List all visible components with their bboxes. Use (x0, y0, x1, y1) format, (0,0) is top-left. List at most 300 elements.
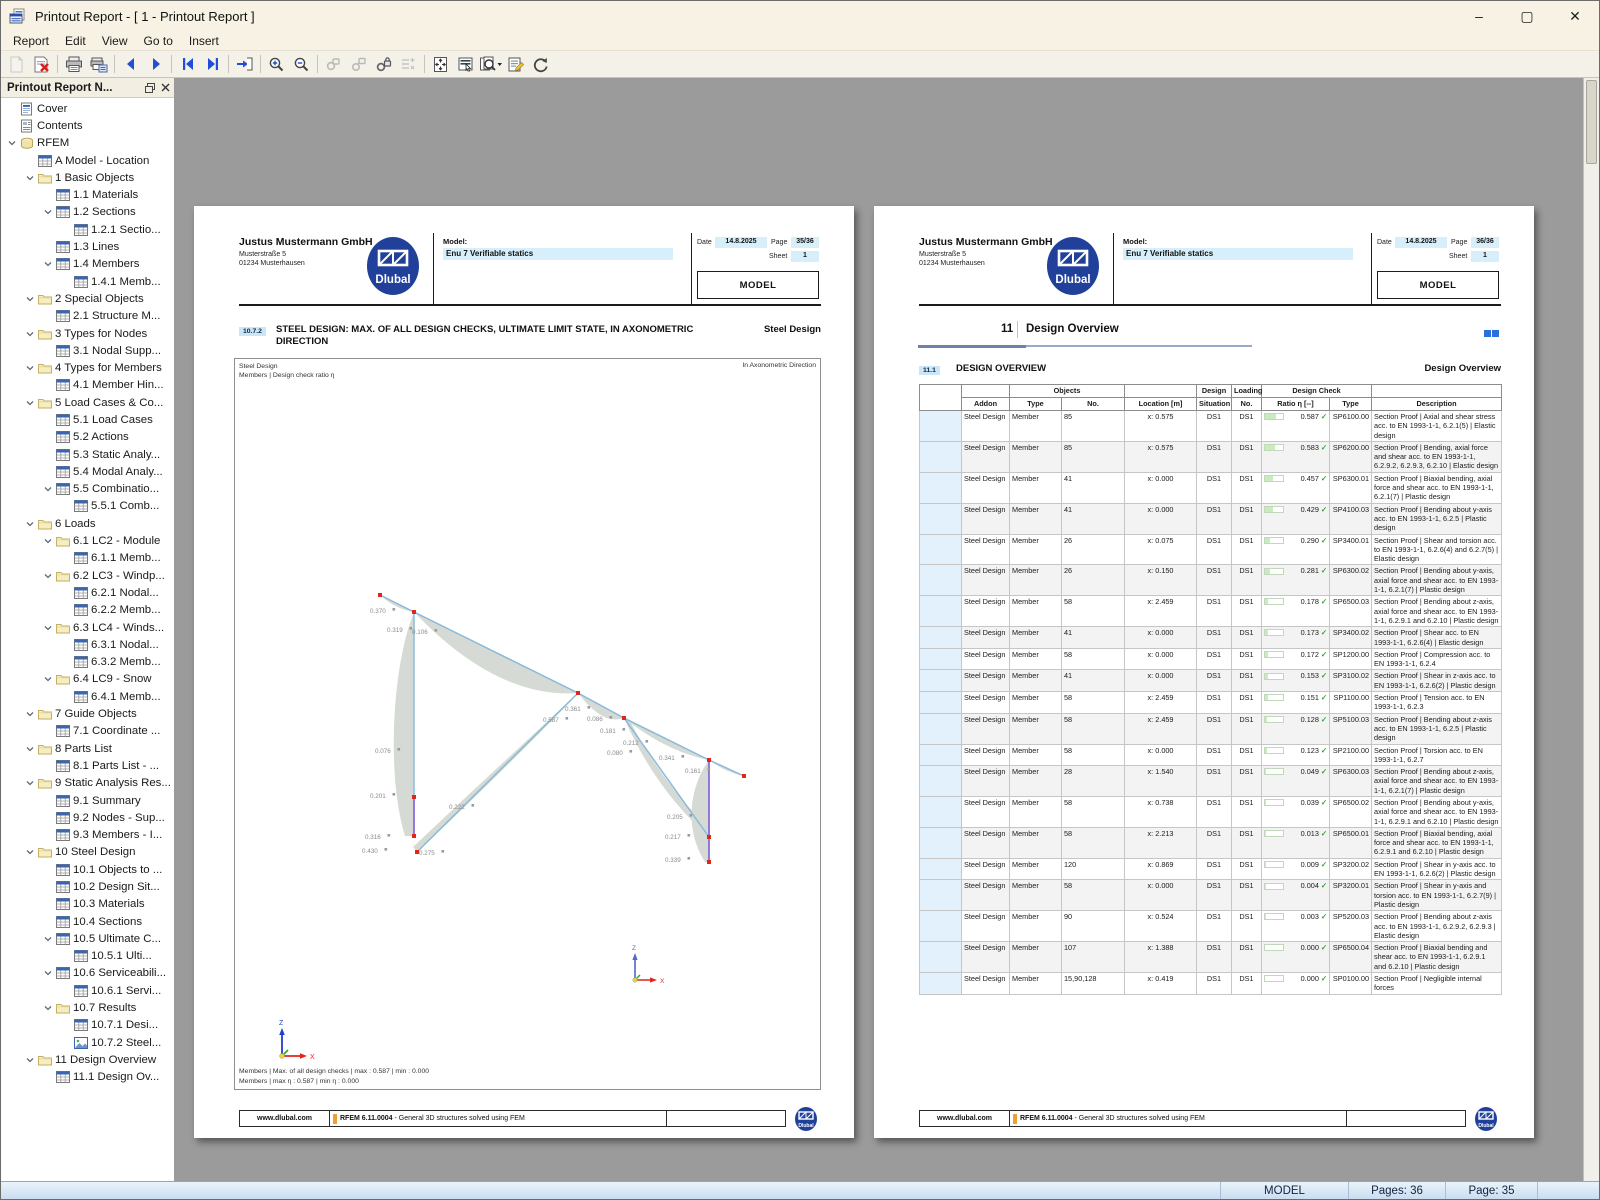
svg-text:0.161: 0.161 (685, 768, 701, 775)
tree-item[interactable] (1, 861, 174, 878)
chevron-down-icon[interactable] (23, 744, 37, 754)
tbl-icon (73, 691, 88, 703)
chevron-down-icon[interactable] (23, 847, 37, 857)
footer-program: RFEM 6.11.0004 (340, 1115, 393, 1122)
col-group-design: Design (1197, 385, 1232, 398)
mini-axis-triad (632, 945, 665, 985)
chevron-down-icon[interactable] (23, 173, 37, 183)
tbl-icon (73, 552, 88, 564)
svg-text:0.080: 0.080 (607, 750, 623, 757)
tbl-icon (55, 795, 70, 807)
tree-item-label: 10.5.1 Ulti... (91, 950, 152, 963)
page-footer (919, 1110, 1466, 1127)
tree-item-label: Cover (37, 102, 68, 115)
tree-item[interactable] (1, 636, 174, 653)
tree-item-label: 9 Static Analysis Res... (55, 777, 171, 790)
table-row: Steel Design Member 41 x: 0.000 DS1 DS1 0.173 ✓ SP3400.02 Section Proof | Shear acc. to EN 1993-1-1, 6.2.6(4) | Elastic design (920, 627, 1502, 649)
frame-eta-line: Members | max η : 0.587 | min η : 0.000 (239, 1077, 359, 1085)
svg-text:Z: Z (279, 1020, 284, 1027)
tree-item-label: 5.5.1 Comb... (91, 500, 160, 513)
table-row: Steel Design Member 58 x: 0.000 DS1 DS1 0.172 ✓ SP1200.00 Section Proof | Compression acc. to EN 1993-1-1, 6.2.4 (920, 648, 1502, 670)
fld-icon (37, 777, 52, 789)
tree-item-label: 6.2 LC3 - Windp... (73, 569, 165, 582)
tbl-icon (55, 431, 70, 443)
toolbar (1, 50, 1599, 78)
fld-icon (37, 362, 52, 374)
table-row: Steel Design Member 90 x: 0.524 DS1 DS1 0.003 ✓ SP5200.03 Section Proof | Bending about z-axis acc. to EN 1993-1-1, 6.2.9.2, 6.2.9.3 | Elastic design (920, 911, 1502, 942)
sheet-label: Sheet (1449, 253, 1468, 260)
footer-dlubal-logo (794, 1106, 818, 1132)
print-batch-icon[interactable] (86, 53, 111, 76)
navigator-panel (1, 78, 175, 1181)
zoom-out-icon[interactable] (289, 53, 314, 76)
footer-program: RFEM 6.11.0004 (1020, 1115, 1073, 1122)
tree-item-label: 1.4.1 Memb... (91, 275, 161, 288)
tree-item-label: 4 Types for Members (55, 362, 162, 375)
tree-item-label: 6.1.1 Memb... (91, 552, 161, 565)
float-panel-icon[interactable] (145, 83, 155, 93)
tbl-icon (73, 1019, 88, 1031)
sheet-label: Sheet (769, 253, 788, 260)
tbl-icon (55, 310, 70, 322)
chevron-down-icon[interactable] (23, 398, 37, 408)
chevron-down-icon[interactable] (41, 934, 55, 944)
tbl-icon (55, 916, 70, 928)
footer-program-desc: - General 3D structures solved using FEM (1072, 1115, 1205, 1122)
tree-item-label: 4.1 Member Hin... (73, 379, 164, 392)
app-icon (9, 8, 27, 24)
col-addon: Addon (962, 398, 1010, 411)
tree-item-label: A Model - Location (55, 154, 150, 167)
svg-text:0.319: 0.319 (387, 627, 403, 634)
tree-item[interactable] (1, 1069, 174, 1086)
page-label: Page (771, 239, 788, 246)
fld-icon (55, 535, 70, 547)
tree-item[interactable] (1, 602, 174, 619)
tree-item-label: 1.3 Lines (73, 241, 120, 254)
chevron-down-icon[interactable] (41, 968, 55, 978)
tree-item[interactable] (1, 186, 174, 203)
tree-item-label: 9.3 Members - I... (73, 829, 163, 842)
tree-item[interactable] (1, 1034, 174, 1051)
tree-item-label: 3.1 Nodal Supp... (73, 344, 162, 357)
tbl-icon (73, 639, 88, 651)
node-markers (378, 593, 746, 864)
chapter-title: Design Overview (1026, 323, 1119, 335)
tree-item[interactable] (1, 844, 174, 861)
svg-text:Dlubal: Dlubal (798, 1123, 814, 1129)
vertical-scrollbar[interactable] (1583, 78, 1599, 1181)
section-category: Steel Design (763, 324, 821, 335)
tree-item[interactable] (1, 325, 174, 342)
fld-icon (55, 1002, 70, 1014)
tree-item[interactable] (1, 377, 174, 394)
company-street: Musterstraße 5 (919, 251, 967, 258)
close-button[interactable]: ✕ (1569, 7, 1581, 24)
svg-text:0.370: 0.370 (370, 608, 386, 615)
model-label: Model: (1123, 237, 1148, 246)
tree-item[interactable] (1, 965, 174, 982)
svg-text:0.076: 0.076 (375, 748, 391, 755)
delete-page-icon[interactable] (29, 53, 54, 76)
tree-item-label: 5.4 Modal Analy... (73, 465, 163, 478)
tree-item[interactable] (1, 878, 174, 895)
fit-page-icon[interactable] (428, 53, 453, 76)
tree-item[interactable] (1, 532, 174, 549)
tree-item-label: 7.1 Coordinate ... (73, 725, 161, 738)
first-page-icon[interactable] (175, 53, 200, 76)
tree-item-label: 1.1 Materials (73, 189, 139, 202)
tree-item[interactable] (1, 152, 174, 169)
sheet-value: 1 (791, 251, 819, 262)
tree-item-label: 6 Loads (55, 517, 96, 530)
chevron-down-icon[interactable] (41, 207, 55, 217)
tree-item[interactable] (1, 238, 174, 255)
document-area (175, 78, 1599, 1181)
svg-text:Dlubal: Dlubal (1055, 274, 1091, 286)
col-no: No. (1062, 398, 1125, 411)
status-model: MODEL (1220, 1182, 1348, 1199)
tree-item[interactable] (1, 913, 174, 930)
report-navigator-tree (1, 98, 174, 1181)
tree-item-label: 11.1 Design Ov... (73, 1071, 160, 1084)
steel-design-diagram (235, 359, 820, 1089)
tree-item-label: 5.3 Static Analy... (73, 448, 161, 461)
tbl-icon (55, 725, 70, 737)
page-label: Page (1451, 239, 1468, 246)
prj-icon (19, 137, 34, 150)
axis-triad (279, 1020, 315, 1061)
tree-item-label: 5.5 Combinatio... (73, 483, 160, 496)
tree-item[interactable] (1, 446, 174, 463)
chevron-down-icon[interactable] (41, 674, 55, 684)
tree-item-label: 5.2 Actions (73, 431, 129, 444)
table-row: Steel Design Member 85 x: 0.575 DS1 DS1 0.583 ✓ SP6200.00 Section Proof | Bending, axial force and shear acc. to EN 1993-1-1, 6.2.9.2, 6.2.9.3, 6.2.10 | Elastic design (920, 441, 1502, 472)
footer-marker (1013, 1114, 1017, 1124)
col-group-loading: Loading (1232, 385, 1262, 398)
menu-edit[interactable]: Edit (65, 33, 86, 48)
page-number: 36/36 (1471, 237, 1499, 248)
fld-icon (55, 570, 70, 582)
chapter-bookmark-icon (1484, 330, 1499, 337)
svg-text:X: X (310, 1054, 315, 1061)
tree-item[interactable] (1, 775, 174, 792)
table-row: Steel Design Member 58 x: 2.459 DS1 DS1 0.178 ✓ SP6500.03 Section Proof | Bending about z-axis, axial force and shear acc. to EN 1993-1-1, 6.2.9.1 and 6.2.10 | Plastic design (920, 596, 1502, 627)
previous-page-icon[interactable] (118, 53, 143, 76)
tree-item-label: 10.4 Sections (73, 915, 143, 928)
tbl-icon (55, 379, 70, 391)
frame-subtitle: Members | Design check ratio η (239, 372, 335, 379)
col-check-type: Type (1330, 398, 1372, 411)
tree-item-label: 5 Load Cases & Co... (55, 396, 164, 409)
tree-item[interactable] (1, 757, 174, 774)
tree-item[interactable] (1, 204, 174, 221)
svg-text:0.275: 0.275 (419, 850, 435, 857)
tree-item-label: 11 Design Overview (55, 1053, 157, 1066)
tbl-icon (73, 950, 88, 962)
svg-text:0.217: 0.217 (665, 834, 681, 841)
table-row: Steel Design Member 26 x: 0.150 DS1 DS1 0.281 ✓ SP6300.02 Section Proof | Bending about y-axis, axial force and shear acc. to EN 1993-1-1, 6.2.1(7) | Plastic design (920, 565, 1502, 596)
table-row: Steel Design Member 107 x: 1.388 DS1 DS1 0.000 ✓ SP6500.04 Section Proof | Biaxial bending and shear acc. to EN 1993-1-1, 6.2.9.1 and 6.2.10 | Plastic design (920, 942, 1502, 973)
tree-item[interactable] (1, 359, 174, 376)
fld-icon (37, 846, 52, 858)
col-type: Type (1010, 398, 1062, 411)
table-row: Steel Design Member 41 x: 0.000 DS1 DS1 0.457 ✓ SP6300.01 Section Proof | Biaxial bending, axial force and shear acc. to EN 1993-1-1, 6.2.1(7) | Plastic design (920, 472, 1502, 503)
search-pages-icon[interactable] (478, 53, 503, 76)
scrollbar-thumb[interactable] (1586, 80, 1597, 164)
menu-view[interactable]: View (101, 33, 128, 48)
minimize-button[interactable]: – (1475, 8, 1483, 24)
tree-item-label: 9.2 Nodes - Sup... (73, 811, 165, 824)
tree-item[interactable] (1, 740, 174, 757)
toc-icon (19, 119, 34, 133)
tbl-icon (55, 881, 70, 893)
col-group-design-check: Design Check (1262, 385, 1372, 398)
table-row: Steel Design Member 58 x: 0.000 DS1 DS1 0.123 ✓ SP2100.00 Section Proof | Torsion acc. to EN 1993-1-1, 6.2.7 (920, 744, 1502, 766)
svg-text:0.181: 0.181 (600, 728, 616, 735)
table-row: Steel Design Member 41 x: 0.000 DS1 DS1 0.153 ✓ SP3100.02 Section Proof | Shear in z-axis acc. to EN 1993-1-1, 6.2.6(2) | Plastic design (920, 670, 1502, 692)
tbl-icon (55, 189, 70, 201)
fld-icon (55, 622, 70, 634)
date-value: 14.8.2025 (715, 237, 767, 248)
tbl-icon (73, 985, 88, 997)
model-label: Model: (443, 237, 468, 246)
tree-item[interactable] (1, 498, 174, 515)
design-overview-table (919, 384, 1502, 995)
chevron-down-icon[interactable] (23, 709, 37, 719)
new-page-icon[interactable] (4, 53, 29, 76)
tree-item-label: 8.1 Parts List - ... (73, 759, 160, 772)
menu-bar (1, 31, 1599, 50)
fld-icon (37, 518, 52, 530)
company-street: Musterstraße 5 (239, 251, 287, 258)
svg-text:0.212: 0.212 (623, 740, 639, 747)
fld-icon (37, 1054, 52, 1066)
goto-page-icon[interactable] (232, 53, 257, 76)
footer-program-desc: - General 3D structures solved using FEM (392, 1115, 525, 1122)
frame-direction: In Axonometric Direction (742, 362, 816, 369)
footer-url: www.dlubal.com (240, 1111, 330, 1126)
chevron-down-icon[interactable] (23, 1055, 37, 1065)
col-situation: Situation (1197, 398, 1232, 411)
tree-item[interactable] (1, 169, 174, 186)
menu-insert[interactable]: Insert (188, 33, 219, 48)
status-bar (1, 1181, 1599, 1199)
tree-item-label: 5.1 Load Cases (73, 413, 153, 426)
status-pages: Pages: 36 (1348, 1182, 1445, 1199)
chevron-down-icon[interactable] (23, 294, 37, 304)
tree-item[interactable] (1, 135, 174, 152)
fld-icon (55, 673, 70, 685)
unlink-icon[interactable] (346, 53, 371, 76)
tbl-icon (73, 587, 88, 599)
sheet-value: 1 (1471, 251, 1499, 262)
tree-item-label: 1.4 Members (73, 258, 140, 271)
footer-dlubal-logo (1474, 1106, 1498, 1132)
chevron-down-icon[interactable] (23, 519, 37, 529)
table-row: Steel Design Member 58 x: 2.459 DS1 DS1 0.128 ✓ SP5100.03 Section Proof | Bending about z-axis acc. to EN 1993-1-1, 6.2.5 | Plastic design (920, 713, 1502, 744)
tree-item[interactable] (1, 671, 174, 688)
table-row: Steel Design Member 41 x: 0.000 DS1 DS1 0.429 ✓ SP4100.03 Section Proof | Bending about y-axis acc. to EN 1993-1-1, 6.2.5 | Plastic design (920, 503, 1502, 534)
tree-item[interactable] (1, 930, 174, 947)
table-row: Steel Design Member 58 x: 2.459 DS1 DS1 0.151 ✓ SP1100.00 Section Proof | Tension acc. to EN 1993-1-1, 6.2.3 (920, 692, 1502, 714)
chevron-down-icon[interactable] (23, 363, 37, 373)
print-icon[interactable] (61, 53, 86, 76)
window-title: Printout Report - [ 1 - Printout Report ] (35, 8, 255, 24)
maximize-button[interactable]: ▢ (1520, 7, 1534, 24)
tree-item[interactable] (1, 463, 174, 480)
tree-item[interactable] (1, 429, 174, 446)
section-title: STEEL DESIGN: MAX. OF ALL DESIGN CHECKS, ULTIMATE LIMIT STATE, IN AXONOMETRIC DIRECTION (276, 324, 694, 347)
insert-rows-icon[interactable] (396, 53, 421, 76)
section-number-chip: 10.7.2 (239, 327, 266, 336)
col-location: Location [m] (1125, 398, 1197, 411)
fld-icon (37, 172, 52, 184)
tree-item[interactable] (1, 1051, 174, 1068)
svg-text:0.341: 0.341 (659, 755, 675, 762)
fld-icon (37, 708, 52, 720)
tbl-icon (55, 812, 70, 824)
tbl-icon (55, 967, 70, 979)
table-row: Steel Design Member 28 x: 1.540 DS1 DS1 0.049 ✓ SP6300.03 Section Proof | Bending about z-axis, axial force and shear acc. to EN 1993-1-1, 6.2.1(7) | Plastic design (920, 766, 1502, 797)
tree-item-label: 10.2 Design Sit... (73, 881, 160, 893)
report-page-36 (874, 206, 1534, 1138)
tree-item-label: 6.4.1 Memb... (91, 690, 161, 703)
date-label: Date (1377, 239, 1392, 246)
tbl-icon (73, 276, 88, 288)
link-icon[interactable] (321, 53, 346, 76)
chevron-down-icon[interactable] (23, 778, 37, 788)
tree-item[interactable] (1, 1017, 174, 1034)
last-page-icon[interactable] (200, 53, 225, 76)
svg-text:Dlubal: Dlubal (375, 274, 411, 286)
edit-report-icon[interactable] (503, 53, 528, 76)
tree-item-label: 10.5 Ultimate C... (73, 932, 161, 945)
header-model-box: MODEL (697, 271, 819, 299)
tree-item[interactable] (1, 221, 174, 238)
fld-icon (37, 293, 52, 305)
tree-item-label: 1 Basic Objects (55, 171, 135, 184)
tree-item[interactable] (1, 792, 174, 809)
fld-icon (37, 328, 52, 340)
chevron-down-icon[interactable] (41, 536, 55, 546)
dlubal-logo (365, 235, 421, 297)
tree-item[interactable] (1, 342, 174, 359)
tree-item[interactable] (1, 896, 174, 913)
navigator-title: Printout Report N... (7, 81, 113, 94)
tree-item[interactable] (1, 481, 174, 498)
zoom-in-icon[interactable] (264, 53, 289, 76)
tree-item[interactable] (1, 290, 174, 307)
table-row: Steel Design Member 58 x: 2.213 DS1 DS1 0.013 ✓ SP6500.01 Section Proof | Biaxial bending, axial force and shear acc. to EN 1993-1-1, 6.2.9.1 and 6.2.10 | Plastic design (920, 827, 1502, 858)
dlubal-logo (1045, 235, 1101, 297)
img-icon (73, 1037, 88, 1049)
tree-item[interactable] (1, 948, 174, 965)
svg-text:0.086: 0.086 (587, 716, 603, 723)
tree-item[interactable] (1, 515, 174, 532)
tbl-icon (55, 414, 70, 426)
tree-item-label: 10 Steel Design (55, 846, 136, 859)
chevron-down-icon[interactable] (41, 484, 55, 494)
tree-item[interactable] (1, 567, 174, 584)
section-number-chip: 11.1 (919, 366, 940, 375)
tree-item[interactable] (1, 688, 174, 705)
table-row: Steel Design Member 58 x: 0.738 DS1 DS1 0.039 ✓ SP6500.02 Section Proof | Bending about y-axis, axial force and shear acc. to EN 1993-1-1, 6.2.9.1 and 6.2.10 | Plastic design (920, 796, 1502, 827)
tree-item[interactable] (1, 999, 174, 1016)
tree-item[interactable] (1, 723, 174, 740)
chevron-down-icon[interactable] (41, 259, 55, 269)
tree-item[interactable] (1, 584, 174, 601)
tbl-icon (73, 656, 88, 668)
table-row: Steel Design Member 85 x: 0.575 DS1 DS1 0.587 ✓ SP6100.00 Section Proof | Axial and shear stress acc. to EN 1993-1-1, 6.2.1(5) | Elastic design (920, 411, 1502, 442)
table-row: Steel Design Member 58 x: 0.000 DS1 DS1 0.004 ✓ SP3200.01 Section Proof | Shear in y-axis and torsion acc. to EN 1993-1-1, 6.2.7(9) | Plastic design (920, 880, 1502, 911)
menu-report[interactable]: Report (13, 33, 50, 48)
chevron-down-icon[interactable] (5, 138, 19, 148)
tbl-icon (55, 466, 70, 478)
chevron-down-icon[interactable] (41, 571, 55, 581)
selection-mode-icon[interactable] (453, 53, 478, 76)
tree-item-label: 10.3 Materials (73, 898, 145, 911)
chevron-down-icon[interactable] (41, 623, 55, 633)
refresh-icon[interactable] (528, 53, 553, 76)
chevron-down-icon[interactable] (41, 1003, 55, 1013)
col-description: Description (1372, 398, 1502, 411)
tbl-icon (55, 829, 70, 841)
frame-max-line: Members | Max. of all design checks | max : 0.587 | min : 0.000 (239, 1068, 430, 1075)
svg-text:0.201: 0.201 (370, 793, 386, 800)
tree-item[interactable] (1, 308, 174, 325)
close-panel-icon[interactable] (161, 83, 170, 92)
tree-item[interactable] (1, 982, 174, 999)
tree-item-label: 6.4 LC9 - Snow (73, 673, 152, 686)
tree-item[interactable] (1, 705, 174, 722)
tbl-icon (73, 500, 88, 512)
next-page-icon[interactable] (143, 53, 168, 76)
tree-item[interactable] (1, 273, 174, 290)
tree-item[interactable] (1, 826, 174, 843)
svg-text:0.316: 0.316 (365, 834, 381, 841)
tbl-icon (55, 206, 70, 218)
tree-item[interactable] (1, 654, 174, 671)
tree-item[interactable] (1, 117, 174, 134)
fld-icon (37, 743, 52, 755)
tree-item-label: 6.3.1 Nodal... (91, 638, 159, 651)
lock-link-icon[interactable] (371, 53, 396, 76)
result-fill-shapes (380, 595, 744, 862)
company-name: Justus Mustermann GmbH (919, 236, 1053, 248)
tbl-icon (55, 760, 70, 772)
tree-item[interactable] (1, 809, 174, 826)
tree-item-label: RFEM (37, 137, 70, 150)
tree-item-label: 6.2.1 Nodal... (91, 586, 159, 599)
tree-item[interactable] (1, 550, 174, 567)
result-diagram-frame (234, 358, 821, 1090)
tree-item[interactable] (1, 619, 174, 636)
chevron-down-icon[interactable] (23, 329, 37, 339)
footer-url: www.dlubal.com (920, 1111, 1010, 1126)
tree-item-label: 10.6 Serviceabili... (73, 967, 167, 980)
table-row: Steel Design Member 15,90,128 x: 0.419 DS1 DS1 0.000 ✓ SP0100.00 Section Proof | Negligible internal forces (920, 973, 1502, 995)
tree-item-label: 10.7.2 Steel... (91, 1036, 162, 1049)
menu-goto[interactable]: Go to (143, 33, 173, 48)
tree-item[interactable] (1, 256, 174, 273)
date-value: 14.8.2025 (1395, 237, 1447, 248)
page-header (919, 233, 1501, 306)
tree-item[interactable] (1, 100, 174, 117)
tree-item[interactable] (1, 411, 174, 428)
tree-item[interactable] (1, 394, 174, 411)
title-bar (1, 1, 1599, 31)
